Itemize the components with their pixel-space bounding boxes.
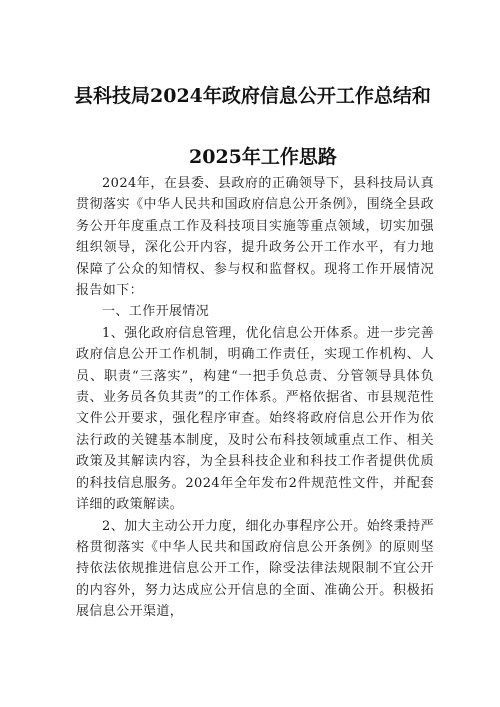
document-title-line1: 县科技局2024年政府信息公开工作总结和 [74,85,431,107]
document-body [76,173,434,623]
paragraph-info-management: 1、强化政府信息管理，优化信息公开体系。进一步完善政府信息公开工作机制，明确工作责任，实现工作机构、人员、职责“三落实”，构建“一把手负总责、分管领导具体负责、业务员各负其责”的工作体系。严格依据省、市县规范性文件公开要求，强化程序审查。始终将政府信息公开作为依法行政的关键基本制度，及时公布科技领域重点工作、相关政策及其解读内容，为全县科技企业和科技工作者提供优质的科技信息服务。2024年全年发布2件规范性文件，并配套详细的政策解读。 [76,325,434,513]
section-heading-work-status: 一、工作开展情况 [102,304,210,320]
paragraph-active-disclosure: 2、加大主动公开力度，细化办事程序公开。始终秉持严格贯彻落实《中华人民共和国政府信息公开条例》的原则坚持依法依规推进信息公开工作，除受法律法规限制不宜公开的内容外，努力达成应公开信息的全面、准确公开。积极拓展信息公开渠道， [76,518,434,620]
intro-paragraph: 2024年，在县委、县政府的正确领导下，县科技局认真贯彻落实《中华人民共和国政府信息公开条例》，围绕全县政务公开年度重点工作及科技项目实施等重点领域，切实加强组织领导，深化公开内容，提升政务公开工作水平，有力地保障了公众的知情权、参与权和监督权。现将工作开展情况报告如下： [76,176,434,299]
document-title-line2: 2025年工作思路 [189,146,337,168]
